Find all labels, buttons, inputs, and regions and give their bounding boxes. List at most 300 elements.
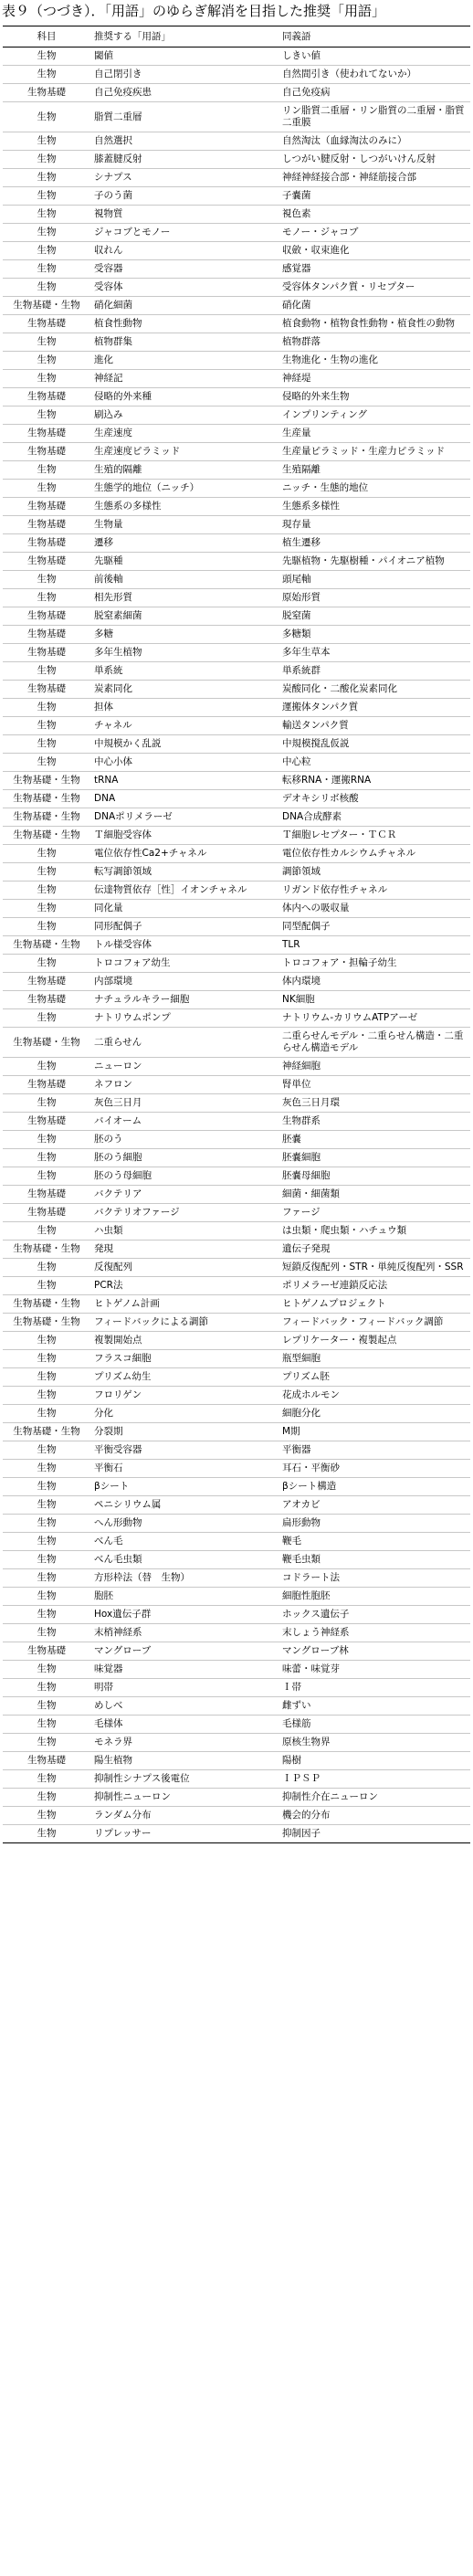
cell-synonym: 収斂・収束進化 [279, 242, 470, 260]
table-row [3, 1368, 470, 1387]
cell-subject: 生物 [3, 1350, 90, 1368]
cell-recommended-term: 単系統 [90, 662, 279, 681]
cell-synonym: プリズム胚 [279, 1368, 470, 1387]
cell-synonym: 植食動物・植物食性動物・植食性の動物 [279, 315, 470, 333]
table-row [3, 571, 470, 589]
cell-synonym: 自己免疫病 [279, 84, 470, 102]
table-row [3, 534, 470, 553]
cell-subject: 生物基礎・生物 [3, 808, 90, 827]
table-row [3, 1661, 470, 1679]
cell-subject: 生物 [3, 1058, 90, 1076]
cell-synonym: 生物進化・生物の進化 [279, 352, 470, 370]
table-row [3, 315, 470, 333]
cell-recommended-term: トル様受容体 [90, 936, 279, 955]
table-row [3, 1009, 470, 1028]
cell-recommended-term: 同形配偶子 [90, 918, 279, 936]
cell-synonym: 先駆植物・先駆樹種・パイオニア植物 [279, 553, 470, 571]
cell-recommended-term: 中心小体 [90, 754, 279, 772]
cell-synonym: 胚嚢母細胞 [279, 1167, 470, 1186]
cell-recommended-term: 伝達物質依存［性］イオンチャネル [90, 882, 279, 900]
table-row [3, 1076, 470, 1094]
table-row [3, 84, 470, 102]
cell-recommended-term: 刷込み [90, 406, 279, 425]
table-row [3, 845, 470, 863]
cell-synonym: 中規模撹乱仮説 [279, 735, 470, 754]
cell-recommended-term: 内部環境 [90, 973, 279, 991]
cell-synonym: 生産量 [279, 425, 470, 443]
cell-subject: 生物 [3, 1661, 90, 1679]
cell-synonym: 機会的分布 [279, 1807, 470, 1825]
cell-subject: 生物 [3, 1606, 90, 1624]
table-row [3, 662, 470, 681]
cell-subject: 生物基礎 [3, 644, 90, 662]
table-row [3, 1697, 470, 1716]
table-row [3, 1716, 470, 1734]
table-row [3, 48, 470, 66]
table-row [3, 1277, 470, 1295]
cell-subject: 生物 [3, 48, 90, 66]
table-row [3, 626, 470, 644]
cell-synonym: リガンド依存性チャネル [279, 882, 470, 900]
table-row [3, 1350, 470, 1368]
table-row [3, 1825, 470, 1843]
cell-recommended-term: めしべ [90, 1697, 279, 1716]
cell-recommended-term: Hox遺伝子群 [90, 1606, 279, 1624]
table-row [3, 1387, 470, 1405]
cell-recommended-term: 視物質 [90, 206, 279, 224]
cell-recommended-term: べん毛 [90, 1533, 279, 1551]
cell-subject: 生物基礎・生物 [3, 772, 90, 790]
cell-synonym: フィードバック・フィードバック調節 [279, 1314, 470, 1332]
cell-synonym: Ｉ帯 [279, 1679, 470, 1697]
cell-subject: 生物 [3, 1551, 90, 1569]
cell-synonym: 電位依存性カルシウムチャネル [279, 845, 470, 863]
cell-subject: 生物基礎 [3, 516, 90, 534]
cell-subject: 生物 [3, 187, 90, 206]
cell-synonym: 子嚢菌 [279, 187, 470, 206]
table-row [3, 242, 470, 260]
cell-synonym: 瓶型細胞 [279, 1350, 470, 1368]
table-row [3, 498, 470, 516]
cell-synonym: 遺伝子発現 [279, 1240, 470, 1259]
cell-recommended-term: モネラ界 [90, 1734, 279, 1752]
cell-recommended-term: 神経記 [90, 370, 279, 388]
cell-synonym: ＩＰＳＰ [279, 1770, 470, 1789]
table-row [3, 1131, 470, 1149]
table-row [3, 352, 470, 370]
cell-recommended-term: 胚のう細胞 [90, 1149, 279, 1167]
cell-subject: 生物 [3, 754, 90, 772]
table-row [3, 772, 470, 790]
cell-subject: 生物基礎 [3, 498, 90, 516]
cell-recommended-term: 方形枠法（替 生物） [90, 1569, 279, 1588]
cell-recommended-term: チャネル [90, 717, 279, 735]
cell-subject: 生物基礎 [3, 425, 90, 443]
cell-recommended-term: バクテリア [90, 1186, 279, 1204]
table-row [3, 1551, 470, 1569]
cell-recommended-term: 抑制性シナプス後電位 [90, 1770, 279, 1789]
table-row [3, 808, 470, 827]
cell-subject: 生物 [3, 1716, 90, 1734]
table-row [3, 1642, 470, 1661]
cell-subject: 生物基礎 [3, 1642, 90, 1661]
cell-synonym: 原始形質 [279, 589, 470, 607]
cell-subject: 生物 [3, 1009, 90, 1028]
cell-synonym: 硝化菌 [279, 297, 470, 315]
cell-synonym: インプリンティング [279, 406, 470, 425]
cell-synonym: 多年生草本 [279, 644, 470, 662]
cell-recommended-term: 同化量 [90, 900, 279, 918]
cell-synonym: 抑制因子 [279, 1825, 470, 1843]
cell-synonym: しつがい腱反射・しつがいけん反射 [279, 151, 470, 169]
cell-synonym: ポリメラーゼ連鎖反応法 [279, 1277, 470, 1295]
cell-synonym: モノー・ジャコブ [279, 224, 470, 242]
table-row [3, 151, 470, 169]
cell-recommended-term: 前後軸 [90, 571, 279, 589]
cell-subject: 生物 [3, 1094, 90, 1113]
cell-subject: 生物 [3, 1332, 90, 1350]
cell-recommended-term: 毛様体 [90, 1716, 279, 1734]
cell-subject: 生物 [3, 699, 90, 717]
cell-subject: 生物 [3, 1167, 90, 1186]
table-row [3, 370, 470, 388]
cell-recommended-term: 侵略的外来種 [90, 388, 279, 406]
cell-recommended-term: 受容体 [90, 279, 279, 297]
table-row [3, 553, 470, 571]
table-row [3, 1186, 470, 1204]
cell-recommended-term: ランダム分布 [90, 1807, 279, 1825]
table-row [3, 1752, 470, 1770]
cell-subject: 生物 [3, 102, 90, 132]
cell-recommended-term: 多糖 [90, 626, 279, 644]
cell-synonym: 神経神経接合部・神経筋接合部 [279, 169, 470, 187]
cell-synonym: 多糖類 [279, 626, 470, 644]
table-row [3, 1606, 470, 1624]
cell-synonym: 末しょう神経系 [279, 1624, 470, 1642]
table-row [3, 991, 470, 1009]
cell-recommended-term: 末梢神経系 [90, 1624, 279, 1642]
cell-subject: 生物 [3, 333, 90, 352]
cell-subject: 生物基礎 [3, 443, 90, 461]
cell-subject: 生物基礎 [3, 1113, 90, 1131]
cell-subject: 生物 [3, 845, 90, 863]
cell-synonym: 平衡器 [279, 1441, 470, 1460]
cell-synonym: リン脂質二重層・リン脂質の二重層・脂質二重膜 [279, 102, 470, 132]
table-row [3, 260, 470, 279]
cell-subject: 生物 [3, 1368, 90, 1387]
cell-synonym: 神経細胞 [279, 1058, 470, 1076]
cell-recommended-term: 脂質二重層 [90, 102, 279, 132]
table-row [3, 1679, 470, 1697]
table-row [3, 169, 470, 187]
cell-subject: 生物基礎 [3, 534, 90, 553]
table-row [3, 425, 470, 443]
cell-recommended-term: 平衡受容器 [90, 1441, 279, 1460]
cell-recommended-term: 先駆種 [90, 553, 279, 571]
cell-subject: 生物基礎 [3, 991, 90, 1009]
cell-subject: 生物 [3, 352, 90, 370]
cell-synonym: 自然淘汰（血縁淘汰のみに） [279, 132, 470, 151]
table-row [3, 1314, 470, 1332]
table-row [3, 1423, 470, 1441]
cell-subject: 生物 [3, 1588, 90, 1606]
table-row [3, 1295, 470, 1314]
cell-subject: 生物 [3, 662, 90, 681]
cell-synonym: DNA合成酵素 [279, 808, 470, 827]
cell-synonym: 生殖隔離 [279, 461, 470, 480]
cell-recommended-term: ペニシリウム属 [90, 1496, 279, 1515]
cell-subject: 生物 [3, 1222, 90, 1240]
table-row [3, 516, 470, 534]
cell-subject: 生物 [3, 1405, 90, 1423]
cell-synonym: 体内への吸収量 [279, 900, 470, 918]
cell-recommended-term: 転写調節領域 [90, 863, 279, 882]
cell-subject: 生物 [3, 1697, 90, 1716]
table-row [3, 790, 470, 808]
cell-synonym: βシート構造 [279, 1478, 470, 1496]
cell-subject: 生物 [3, 900, 90, 918]
cell-synonym: 脱窒菌 [279, 607, 470, 626]
cell-synonym: 運搬体タンパク質 [279, 699, 470, 717]
cell-recommended-term: 炭素同化 [90, 681, 279, 699]
table-row [3, 1441, 470, 1460]
cell-synonym: 感覚器 [279, 260, 470, 279]
table-row [3, 699, 470, 717]
cell-subject: 生物 [3, 1515, 90, 1533]
cell-synonym: ホックス遺伝子 [279, 1606, 470, 1624]
table-row [3, 589, 470, 607]
cell-recommended-term: マングローブ [90, 1642, 279, 1661]
cell-recommended-term: ハ虫類 [90, 1222, 279, 1240]
cell-subject: 生物基礎 [3, 1752, 90, 1770]
table-body [3, 48, 470, 1843]
cell-subject: 生物 [3, 66, 90, 84]
table-row [3, 1533, 470, 1551]
cell-recommended-term: 硝化細菌 [90, 297, 279, 315]
cell-subject: 生物基礎 [3, 388, 90, 406]
cell-synonym: 同型配偶子 [279, 918, 470, 936]
cell-synonym: 炭酸同化・二酸化炭素同化 [279, 681, 470, 699]
cell-subject: 生物基礎・生物 [3, 936, 90, 955]
cell-recommended-term: べん毛虫類 [90, 1551, 279, 1569]
cell-recommended-term: Ｔ細胞受容体 [90, 827, 279, 845]
cell-recommended-term: 電位依存性Ca2+チャネル [90, 845, 279, 863]
cell-synonym: NK細胞 [279, 991, 470, 1009]
header-synonym: 同義語 [279, 26, 470, 48]
cell-synonym: 細胞性胞胚 [279, 1588, 470, 1606]
cell-subject: 生物基礎 [3, 84, 90, 102]
cell-subject: 生物基礎・生物 [3, 1314, 90, 1332]
cell-synonym: 鞭毛虫類 [279, 1551, 470, 1569]
cell-synonym: 体内環境 [279, 973, 470, 991]
cell-subject: 生物 [3, 1679, 90, 1697]
table-row [3, 1167, 470, 1186]
cell-recommended-term: DNA [90, 790, 279, 808]
cell-synonym: 二重らせんモデル・二重らせん構造・二重らせん構造モデル [279, 1028, 470, 1058]
cell-subject: 生物基礎 [3, 973, 90, 991]
table-row [3, 717, 470, 735]
table-row [3, 1789, 470, 1807]
cell-subject: 生物 [3, 224, 90, 242]
table-row [3, 955, 470, 973]
cell-subject: 生物基礎・生物 [3, 827, 90, 845]
cell-recommended-term: 平衡石 [90, 1460, 279, 1478]
table-row [3, 66, 470, 84]
table-row [3, 1478, 470, 1496]
table-row [3, 1028, 470, 1058]
cell-recommended-term: 自己免疫疾患 [90, 84, 279, 102]
cell-recommended-term: βシート [90, 1478, 279, 1496]
table-row [3, 1588, 470, 1606]
table-row [3, 279, 470, 297]
cell-synonym: 鞭毛 [279, 1533, 470, 1551]
table-row [3, 102, 470, 132]
cell-synonym: 毛様筋 [279, 1716, 470, 1734]
cell-subject: 生物 [3, 1533, 90, 1551]
table-row [3, 918, 470, 936]
cell-synonym: 生産量ピラミッド・生産力ピラミッド [279, 443, 470, 461]
cell-recommended-term: ナトリウムポンプ [90, 1009, 279, 1028]
cell-subject: 生物 [3, 717, 90, 735]
cell-subject: 生物 [3, 1387, 90, 1405]
cell-recommended-term: バイオーム [90, 1113, 279, 1131]
cell-recommended-term: 担体 [90, 699, 279, 717]
cell-synonym: ナトリウム-カリウムATPアーゼ [279, 1009, 470, 1028]
header-term: 推奨する「用語」 [90, 26, 279, 48]
cell-recommended-term: フィードバックによる調節 [90, 1314, 279, 1332]
cell-synonym: 胚嚢 [279, 1131, 470, 1149]
cell-recommended-term: プリズム幼生 [90, 1368, 279, 1387]
cell-subject: 生物基礎 [3, 553, 90, 571]
cell-subject: 生物 [3, 1478, 90, 1496]
table-title: 表９（つづき）．「用語」のゆらぎ解消を目指した推奨「用語」 [2, 3, 386, 19]
cell-synonym: マングローブ林 [279, 1642, 470, 1661]
cell-recommended-term: DNAポリメラーゼ [90, 808, 279, 827]
table-row [3, 461, 470, 480]
cell-subject: 生物 [3, 1807, 90, 1825]
cell-recommended-term: 子のう菌 [90, 187, 279, 206]
cell-recommended-term: 膝蓋腱反射 [90, 151, 279, 169]
cell-subject: 生物 [3, 206, 90, 224]
cell-subject: 生物 [3, 1460, 90, 1478]
table-row [3, 480, 470, 498]
cell-recommended-term: 複製開始点 [90, 1332, 279, 1350]
cell-synonym: コドラート法 [279, 1569, 470, 1588]
cell-recommended-term: 受容器 [90, 260, 279, 279]
table-row [3, 1770, 470, 1789]
cell-synonym: 調節領域 [279, 863, 470, 882]
cell-synonym: ヒトゲノムプロジェクト [279, 1295, 470, 1314]
cell-subject: 生物 [3, 1825, 90, 1843]
cell-synonym: デオキシリボ核酸 [279, 790, 470, 808]
cell-recommended-term: 植物群集 [90, 333, 279, 352]
cell-subject: 生物基礎・生物 [3, 1028, 90, 1058]
cell-subject: 生物 [3, 151, 90, 169]
table-row [3, 1496, 470, 1515]
cell-synonym: 神経堤 [279, 370, 470, 388]
cell-synonym: 自然間引き（使われてないか） [279, 66, 470, 84]
cell-synonym: レプリケーター・複製起点 [279, 1332, 470, 1350]
cell-subject: 生物 [3, 1259, 90, 1277]
cell-synonym: 侵略的外来生物 [279, 388, 470, 406]
cell-synonym: TLR [279, 936, 470, 955]
cell-recommended-term: 中規模かく乱説 [90, 735, 279, 754]
cell-recommended-term: 脱窒素細菌 [90, 607, 279, 626]
cell-synonym: 原核生物界 [279, 1734, 470, 1752]
table-row [3, 1222, 470, 1240]
cell-subject: 生物 [3, 571, 90, 589]
cell-synonym: 短鎖反復配列・STR・単純反復配列・SSR [279, 1259, 470, 1277]
cell-subject: 生物 [3, 169, 90, 187]
cell-synonym: 陽樹 [279, 1752, 470, 1770]
table-row [3, 187, 470, 206]
cell-subject: 生物 [3, 132, 90, 151]
table-row [3, 406, 470, 425]
cell-subject: 生物 [3, 589, 90, 607]
cell-synonym: ニッチ・生態的地位 [279, 480, 470, 498]
cell-synonym: アオカビ [279, 1496, 470, 1515]
table-row [3, 1259, 470, 1277]
cell-synonym: 現存量 [279, 516, 470, 534]
cell-subject: 生物 [3, 1734, 90, 1752]
table-row [3, 607, 470, 626]
cell-recommended-term: 閾値 [90, 48, 279, 66]
table-row [3, 1460, 470, 1478]
cell-synonym: 頭尾軸 [279, 571, 470, 589]
cell-subject: 生物 [3, 1149, 90, 1167]
table-row [3, 900, 470, 918]
table-row [3, 1332, 470, 1350]
table-row [3, 735, 470, 754]
table-row [3, 1807, 470, 1825]
cell-recommended-term: 自己閉引き [90, 66, 279, 84]
cell-subject: 生物 [3, 406, 90, 425]
cell-recommended-term: ニューロン [90, 1058, 279, 1076]
cell-synonym: 細菌・細菌類 [279, 1186, 470, 1204]
table-row [3, 224, 470, 242]
cell-synonym: 輸送タンパク質 [279, 717, 470, 735]
cell-synonym: 単系統群 [279, 662, 470, 681]
cell-recommended-term: 灰色三日月 [90, 1094, 279, 1113]
cell-synonym: 味蕾・味覚芽 [279, 1661, 470, 1679]
cell-synonym: 植物群落 [279, 333, 470, 352]
cell-subject: 生物 [3, 918, 90, 936]
table-row [3, 1240, 470, 1259]
cell-subject: 生物 [3, 1624, 90, 1642]
table-row [3, 827, 470, 845]
cell-subject: 生物基礎・生物 [3, 790, 90, 808]
cell-recommended-term: 生殖的隔離 [90, 461, 279, 480]
cell-synonym: 花成ホルモン [279, 1387, 470, 1405]
cell-recommended-term: 生物量 [90, 516, 279, 534]
cell-recommended-term: 明帯 [90, 1679, 279, 1697]
cell-synonym: 腎単位 [279, 1076, 470, 1094]
cell-recommended-term: 抑制性ニューロン [90, 1789, 279, 1807]
cell-recommended-term: 分化 [90, 1405, 279, 1423]
cell-recommended-term: PCR法 [90, 1277, 279, 1295]
cell-recommended-term: へん形動物 [90, 1515, 279, 1533]
cell-subject: 生物 [3, 1131, 90, 1149]
cell-synonym: ファージ [279, 1204, 470, 1222]
table-row [3, 388, 470, 406]
cell-subject: 生物基礎 [3, 626, 90, 644]
cell-recommended-term: 生産速度ピラミッド [90, 443, 279, 461]
cell-recommended-term: トロコフォア幼生 [90, 955, 279, 973]
table-row [3, 1515, 470, 1533]
cell-recommended-term: 胞胚 [90, 1588, 279, 1606]
table-row [3, 297, 470, 315]
cell-synonym: トロコフォア・担輪子幼生 [279, 955, 470, 973]
